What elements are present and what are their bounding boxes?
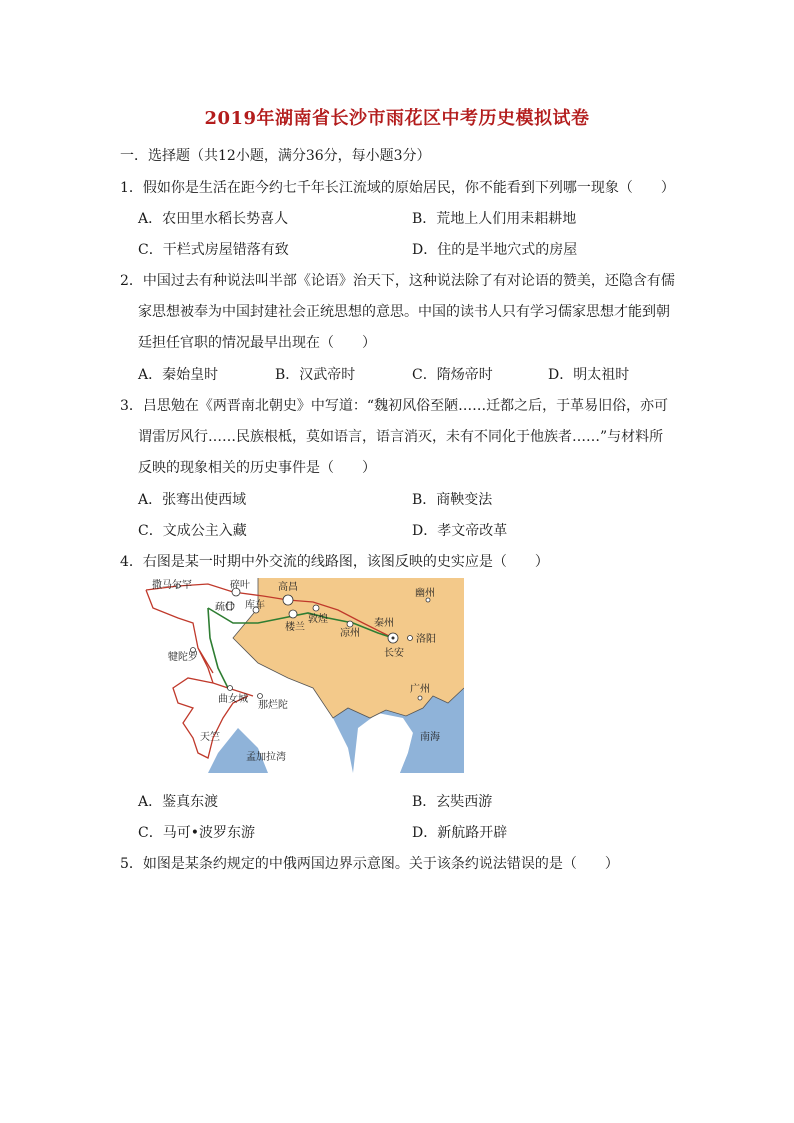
q2-option-a: A．秦始皇时 — [138, 367, 219, 383]
map-label-loulan: 楼兰 — [285, 622, 305, 633]
map-label-changan: 长安 — [384, 648, 404, 659]
map-label-liangzhou: 凉州 — [340, 628, 360, 639]
map-label-guangzhou: 广州 — [410, 684, 430, 695]
question-4-stem: 4．右图是某一时期中外交流的线路图，该图反映的史实应是（ ） — [120, 554, 549, 570]
q2-option-b: B．汉武帝时 — [275, 367, 356, 383]
question-1-stem: 1．假如你是生活在距今约七千年长江流域的原始居民，你不能看到下列哪一现象（ ） — [120, 180, 675, 196]
map-label-dunhuang: 敦煌 — [308, 614, 328, 625]
map-label-gaochang: 高昌 — [278, 582, 298, 593]
city-dot-guangzhou — [418, 696, 422, 700]
q1-option-d: D．住的是半地穴式的房屋 — [412, 242, 578, 258]
q3-option-b: B．商鞅变法 — [412, 492, 493, 508]
city-dot-dunhuang — [313, 605, 319, 611]
map-label-nalantuo: 那烂陀 — [258, 700, 288, 711]
q4-option-a: A．鉴真东渡 — [138, 794, 219, 810]
map-label-luoyang: 洛阳 — [416, 634, 436, 645]
q3-option-d: D．孝文帝改革 — [412, 523, 508, 539]
map-label-qunvcheng: 曲女城 — [218, 694, 248, 705]
q1-option-a: A．农田里水稻长势喜人 — [138, 211, 289, 227]
city-dot-loulan — [289, 610, 297, 618]
question-2-stem-line-3: 廷担任官职的情况最早出现在（ ） — [138, 335, 376, 351]
map-label-tianzhu: 天竺 — [200, 732, 220, 743]
map-label-mengjialawan: 孟加拉湾 — [246, 752, 286, 763]
q3-option-a: A．张骞出使西域 — [138, 492, 247, 508]
q4-option-c: C．马可•波罗东游 — [138, 825, 255, 841]
trade-route-map — [138, 578, 464, 773]
q3-option-c: C．文成公主入藏 — [138, 523, 247, 539]
question-5-stem: 5．如图是某条约规定的中俄两国边界示意图。关于该条约说法错误的是（ ） — [120, 856, 619, 872]
map-label-kuche: 库车 — [245, 600, 265, 611]
map-label-suiye: 碎叶 — [230, 580, 250, 591]
city-dot-gaochang — [283, 595, 293, 605]
section-header: 一．选择题（共12小题，满分36分，每小题3分） — [120, 148, 431, 164]
map-label-youzhou: 幽州 — [415, 588, 435, 599]
map-label-shule: 疏什 — [215, 602, 235, 613]
question-2-stem-line-2: 家思想被奉为中国封建社会正统思想的意思。中国的读书人只有学习儒家思想才能到朝 — [138, 304, 670, 320]
city-dot-luoyang — [408, 636, 413, 641]
city-dot-liangzhou — [347, 621, 353, 627]
q2-option-c: C．隋炀帝时 — [412, 367, 493, 383]
city-dot-nalantuo — [258, 694, 263, 699]
page-title: 2019年湖南省长沙市雨花区中考历史模拟试卷 — [204, 108, 590, 129]
question-2-stem-line-1: 2．中国过去有种说法叫半部《论语》治天下，这种说法除了有对论语的赞美，还隐含有儒 — [120, 273, 675, 289]
city-dot-qunvcheng — [228, 686, 233, 691]
question-3-stem-line-2: 谓雷厉风行……民族根柢，莫如语言，语言消灭，未有不同化于他族者……”与材料所 — [138, 429, 664, 445]
map-label-nanhai: 南海 — [420, 732, 440, 743]
map-label-qinzhou: 秦州 — [374, 618, 394, 629]
question-3-stem-line-1: 3．吕思勉在《两晋南北朝史》中写道：“魏初风俗至陋……迁都之后，于革易旧俗，亦可 — [120, 398, 669, 414]
question-3-stem-line-3: 反映的现象相关的历史事件是（ ） — [138, 460, 376, 476]
q2-option-d: D．明太祖时 — [548, 367, 630, 383]
q4-option-b: B．玄奘西游 — [412, 794, 493, 810]
q1-option-b: B．荒地上人们用耒耜耕地 — [412, 211, 577, 227]
q4-option-d: D．新航路开辟 — [412, 825, 508, 841]
map-label-jiantuoluo: 犍陀罗 — [168, 652, 198, 663]
q1-option-c: C．干栏式房屋错落有致 — [138, 242, 289, 258]
map-label-samarkand: 撒马尔罕 — [152, 580, 192, 591]
